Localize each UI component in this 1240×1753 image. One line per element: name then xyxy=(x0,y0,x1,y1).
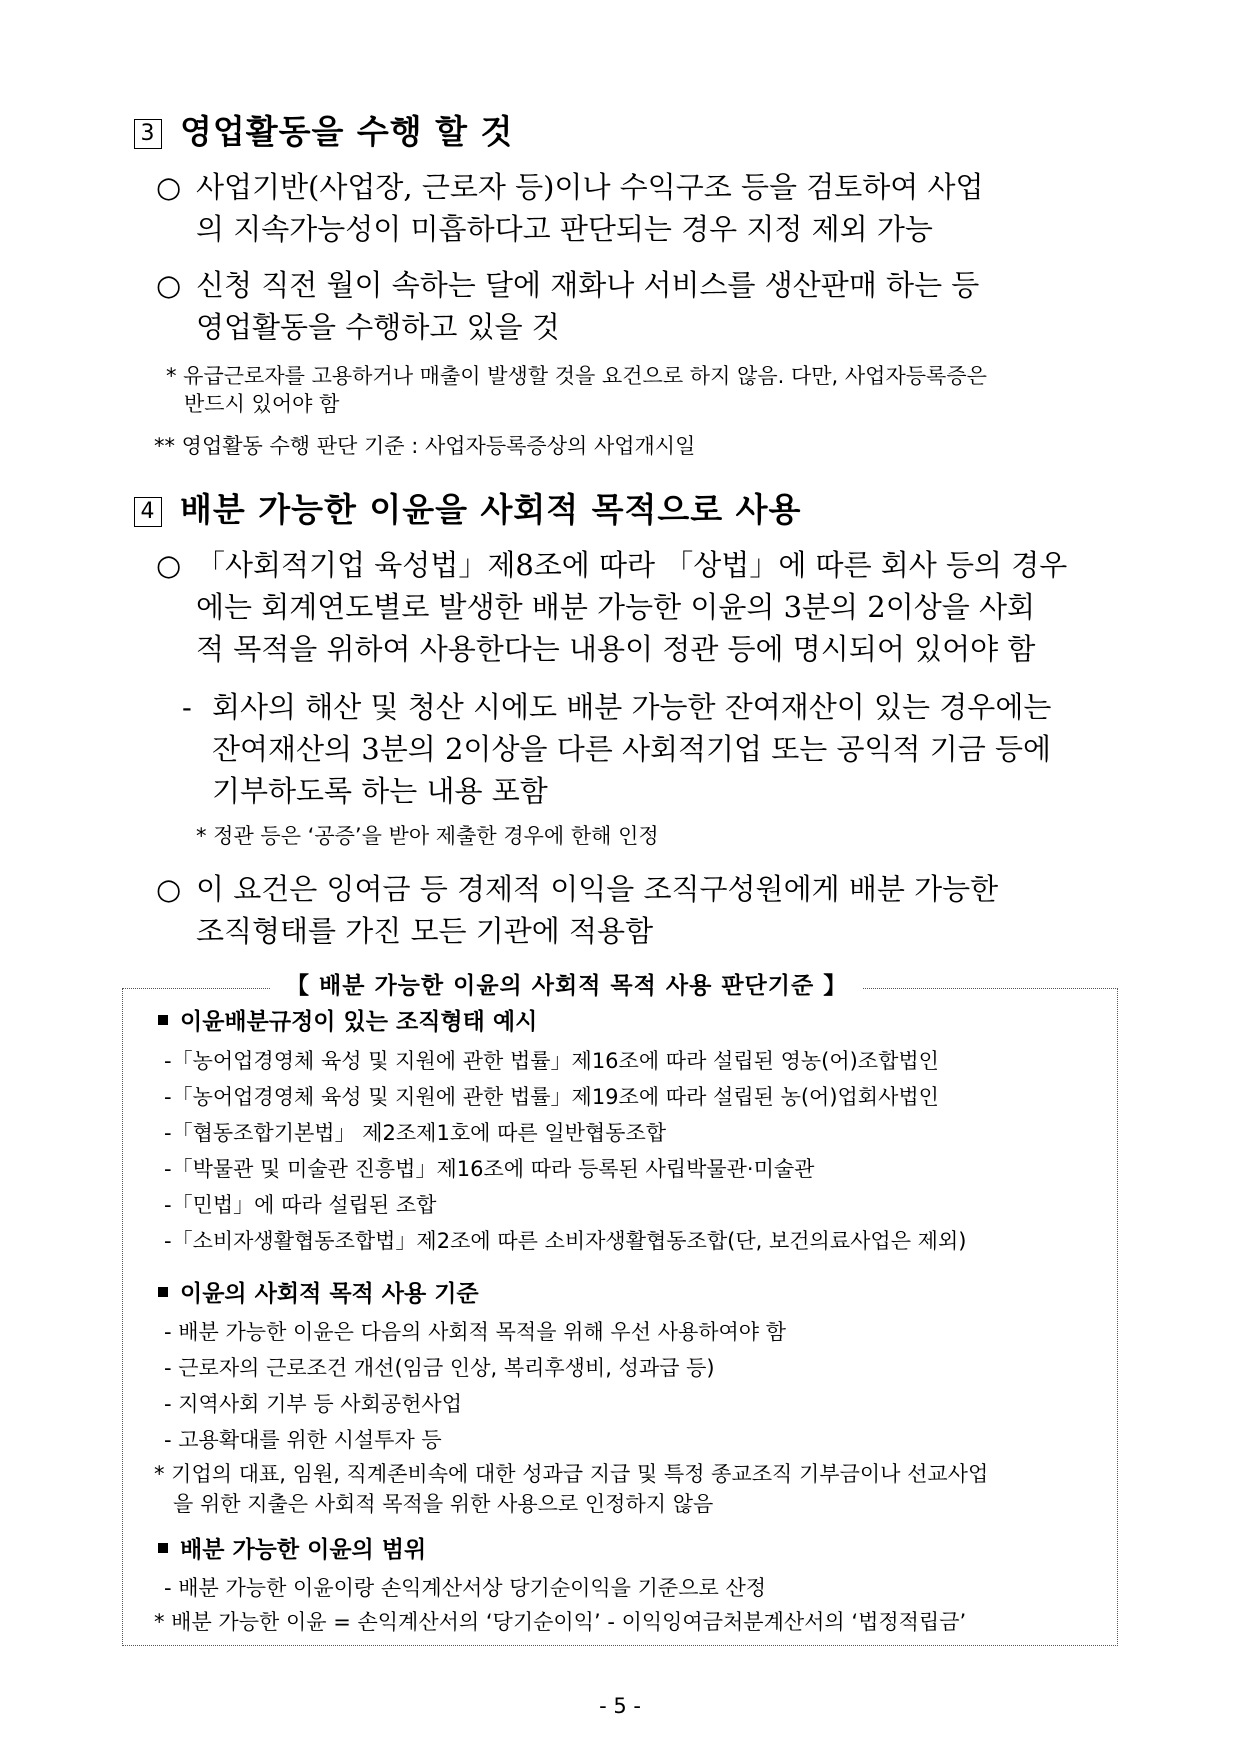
paragraph-business-activity xyxy=(156,264,1116,348)
section-number-box: 3 xyxy=(134,119,162,149)
box-list-item: - 근로자의 근로조건 개선(임금 인상, 복리후생비, 성과급 등) xyxy=(164,1356,715,1380)
paragraph-applicability xyxy=(156,868,1116,952)
circle-bullet: ○ xyxy=(156,872,182,906)
box-list-item: -「박물관 및 미술관 진흥법」제16조에 따라 등록된 사립박물관·미술관 xyxy=(164,1157,815,1181)
note-line: ** 영업활동 수행 판단 기준 : 사업자등록증상의 사업개시일 xyxy=(154,434,696,458)
paragraph-line: 에는 회계연도별로 발생한 배분 가능한 이윤의 3분의 2이상을 사회 xyxy=(196,590,1036,624)
box-list-item: -「민법」에 따라 설립된 조합 xyxy=(164,1193,437,1217)
circle-bullet: ○ xyxy=(156,268,182,302)
paragraph-dissolution xyxy=(182,686,1122,812)
section-3-title xyxy=(134,112,513,152)
dash-bullet: - xyxy=(182,690,192,724)
criteria-box-title: 【 배분 가능한 이윤의 사회적 목적 사용 판단기준 】 xyxy=(270,966,863,1006)
box-heading-use-criteria xyxy=(158,1279,479,1309)
paragraph-line: 이 요건은 잉여금 등 경제적 이익을 조직구성원에게 배분 가능한 xyxy=(196,872,999,906)
square-bullet-icon xyxy=(158,1287,168,1297)
paragraph-line: 기부하도록 하는 내용 포함 xyxy=(212,774,548,808)
section-title-text: 영업활동을 수행 할 것 xyxy=(180,112,514,151)
square-bullet-icon xyxy=(158,1015,168,1025)
note-line: * 정관 등은 ‘공증’을 받아 제출한 경우에 한해 인정 xyxy=(196,824,659,848)
box-list-item: - 지역사회 기부 등 사회공헌사업 xyxy=(164,1392,462,1416)
paragraph-line: 「사회적기업 육성법」제8조에 따라 「상법」에 따른 회사 등의 경우 xyxy=(196,548,1068,582)
box-list-item: -「농어업경영체 육성 및 지원에 관한 법률」제16조에 따라 설립된 영농(어)조합법인 xyxy=(164,1049,939,1073)
box-list-item: - 배분 가능한 이윤은 다음의 사회적 목적을 위해 우선 사용하여야 함 xyxy=(164,1320,787,1344)
paragraph-business-base xyxy=(156,166,1116,250)
box-list-item: - 배분 가능한 이윤이랑 손익계산서상 당기순이익을 기준으로 산정 xyxy=(164,1576,767,1600)
paragraph-line: 신청 직전 월이 속하는 달에 재화나 서비스를 생산판매 하는 등 xyxy=(196,268,980,302)
paragraph-line: 조직형태를 가진 모든 기관에 적용함 xyxy=(196,914,654,948)
box-heading-text: 배분 가능한 이윤의 범위 xyxy=(180,1537,427,1563)
note-paid-worker xyxy=(166,362,987,418)
section-number-box: 4 xyxy=(134,497,162,527)
box-list-item: -「협동조합기본법」 제2조제1호에 따른 일반협동조합 xyxy=(164,1121,667,1145)
note-line: * 기업의 대표, 임원, 직계존비속에 대한 성과급 지급 및 특정 종교조직 기부금이나 선교사업 xyxy=(154,1462,989,1486)
paragraph-line: 회사의 해산 및 청산 시에도 배분 가능한 잔여재산이 있는 경우에는 xyxy=(212,690,1052,724)
box-heading-profit-scope xyxy=(158,1535,426,1565)
box-heading-org-types xyxy=(158,1007,537,1037)
paragraph-line: 적 목적을 위하여 사용한다는 내용이 정관 등에 명시되어 있어야 함 xyxy=(196,632,1036,666)
box-list-item: - 고용확대를 위한 시설투자 등 xyxy=(164,1428,442,1452)
paragraph-line: 사업기반(사업장, 근로자 등)이나 수익구조 등을 검토하여 사업 xyxy=(196,170,984,204)
square-bullet-icon xyxy=(158,1543,168,1553)
circle-bullet: ○ xyxy=(156,170,182,204)
box-note-formula xyxy=(154,1607,966,1637)
box-note-exclusion xyxy=(154,1459,988,1519)
box-list-item: -「소비자생활협동조합법」제2조에 따른 소비자생활협동조합(단, 보건의료사업은 제외) xyxy=(164,1229,967,1253)
circle-bullet: ○ xyxy=(156,548,182,582)
note-activity-criteria xyxy=(154,432,695,460)
note-line: 을 위한 지출은 사회적 목적을 위한 사용으로 인정하지 않음 xyxy=(173,1492,714,1516)
note-line: * 배분 가능한 이윤 = 손익계산서의 ‘당기순이익’ - 이익잉여금처분계산서의 ‘법정적립금’ xyxy=(154,1610,967,1634)
section-title-text: 배분 가능한 이윤을 사회적 목적으로 사용 xyxy=(180,490,802,529)
note-line: 반드시 있어야 함 xyxy=(184,392,340,416)
box-list-item: -「농어업경영체 육성 및 지원에 관한 법률」제19조에 따라 설립된 농(어)업회사법인 xyxy=(164,1085,939,1109)
box-heading-text: 이윤배분규정이 있는 조직형태 예시 xyxy=(180,1009,538,1035)
paragraph-profit-use xyxy=(156,544,1116,670)
note-line: * 유급근로자를 고용하거나 매출이 발생할 것을 요건으로 하지 않음. 다만, 사업자등록증은 xyxy=(166,364,987,388)
section-4-title xyxy=(134,490,801,530)
paragraph-line: 영업활동을 수행하고 있을 것 xyxy=(196,310,560,344)
page-number: - 5 - xyxy=(599,1694,641,1718)
box-heading-text: 이윤의 사회적 목적 사용 기준 xyxy=(180,1281,479,1307)
paragraph-line: 의 지속가능성이 미흡하다고 판단되는 경우 지정 제외 가능 xyxy=(196,212,933,246)
paragraph-line: 잔여재산의 3분의 2이상을 다른 사회적기업 또는 공익적 기금 등에 xyxy=(212,732,1052,766)
note-notarization xyxy=(196,822,659,850)
